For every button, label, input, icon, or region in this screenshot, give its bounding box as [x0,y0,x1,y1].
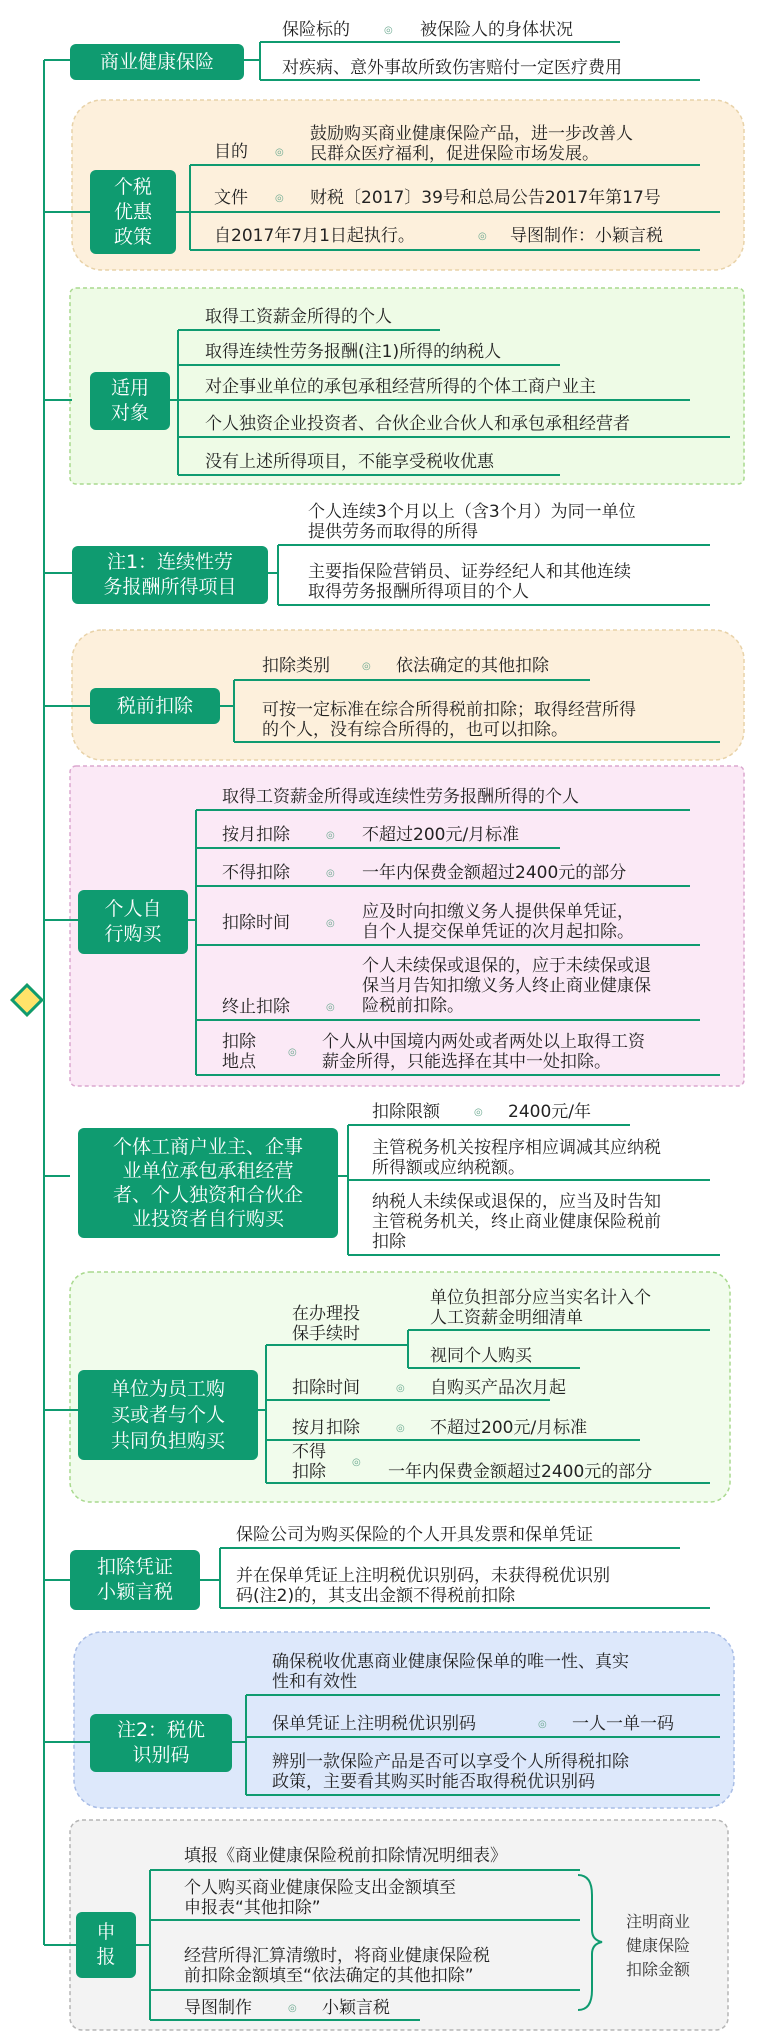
node-employer-purchase[interactable]: 单位为员工购 买或者与个人 共同负担购买 [78,1370,258,1460]
n11-brace-note-line3: 扣除金额 [625,1960,690,1979]
n10-c-line2: 政策，主要看其购买时能否取得税优识别码 [272,1772,595,1792]
n6-dot-icon: ◎ [326,868,335,879]
n6-no-text: 一年内保费金额超过2400元的部分 [362,863,627,883]
n8-dot-icon: ◎ [352,1457,361,1468]
n9-a: 保险公司为购买保险的个人开具发票和保单凭证 [236,1525,593,1545]
n9-b-line1: 并在保单凭证上注明税优识别码，未获得税优识别 [236,1566,610,1586]
n2-file-text: 财税〔2017〕39号和总局公告2017年第17号 [310,188,661,208]
n5-b-line2: 的个人，没有综合所得的，也可以扣除。 [262,720,568,740]
n1-subject-text: 被保险人的身体状况 [420,20,573,40]
node-declaration[interactable]: 申 报 [76,1912,136,1978]
n5-category-text: 依法确定的其他扣除 [396,656,549,676]
n4-a-line2: 提供劳务而取得的所得 [308,522,478,542]
n8-proc-line2: 保手续时 [292,1324,360,1344]
n1-dot-icon: ◎ [384,25,393,36]
node-note1-continuous-labor[interactable]: 注1：连续性劳 务报酬所得项目 [72,546,268,604]
n6-place-line2: 薪金所得，只能选择在其中一处扣除。 [322,1052,611,1072]
n3-item: 取得工资薪金所得的个人 [205,307,392,327]
n8-dot-icon: ◎ [396,1383,405,1394]
n7-limit-text: 2400元/年 [508,1102,591,1122]
n1-subject-label: 保险标的 [282,20,350,40]
n10-a-line1: 确保税收优惠商业健康保险保单的唯一性、真实 [272,1652,629,1672]
n6-place-label1: 扣除 [222,1032,256,1052]
n8-unit-line2: 人工资薪金明细清单 [430,1308,583,1328]
n8-same-text: 视同个人购买 [430,1346,532,1366]
n4-a-line1: 个人连续3个月以上（含3个月）为同一单位 [308,502,636,522]
n11-a-line2: 申报表“其他扣除” [184,1898,321,1918]
n2-dot-icon: ◎ [478,231,487,242]
n11-brace-note-line2: 健康保险 [625,1936,690,1955]
n11-credit-label: 导图制作 [184,1998,252,2018]
n2-purpose-line1: 鼓励购买商业健康保险产品，进一步改善人 [310,124,633,144]
n8-monthly-label: 按月扣除 [292,1418,360,1438]
n7-b-line3: 扣除 [372,1232,406,1252]
n2-dot-icon: ◎ [275,147,284,158]
n6-time-line2: 自个人提交保单凭证的次月起扣除。 [362,922,634,942]
n3-item: 对企事业单位的承包承租经营所得的个体工商户业主 [205,377,596,397]
n7-b-line2: 主管税务机关，终止商业健康保险税前 [372,1212,661,1232]
n6-dot-icon: ◎ [326,918,335,929]
n6-top: 取得工资薪金所得或连续性劳务报酬所得的个人 [222,787,579,807]
n6-monthly-text: 不超过200元/月标准 [362,825,520,845]
n10-c-line1: 辨别一款保险产品是否可以享受个人所得税扣除 [272,1752,629,1772]
n8-dot-icon: ◎ [396,1423,405,1434]
n8-time-text: 自购买产品次月起 [430,1378,566,1398]
n11-b-line1: 经营所得汇算清缴时，将商业健康保险税 [184,1946,490,1966]
node-note2-tax-code[interactable]: 注2：税优 识别码 [90,1714,232,1772]
node-tax-preference-policy[interactable]: 个税 优惠 政策 [90,170,176,254]
n6-stop-label: 终止扣除 [222,997,290,1017]
n2-exec-text: 自2017年7月1日起执行。 [214,226,415,246]
node-individual-self-purchase[interactable]: 个人自 行购买 [78,890,188,954]
n11-credit-text: 小颖言税 [322,1998,390,2018]
n2-dot-icon: ◎ [275,193,284,204]
n6-place-line1: 个人从中国境内两处或者两处以上取得工资 [322,1032,645,1052]
n8-no-text: 一年内保费金额超过2400元的部分 [388,1462,653,1482]
n8-proc-line1: 在办理投 [292,1304,360,1324]
n6-place-label2: 地点 [222,1052,256,1072]
n10-b-text: 一人一单一码 [572,1714,674,1734]
n4-b-line2: 取得劳务报酬所得项目的个人 [308,582,529,602]
n6-stop-line2: 保当月告知扣缴义务人终止商业健康保 [362,976,651,996]
n8-no-label2: 扣除 [292,1462,326,1482]
n8-unit-line1: 单位负担部分应当实名计入个 [430,1288,651,1308]
n2-credit: 导图制作：小颖言税 [510,226,663,246]
n7-b-line1: 纳税人未续保或退保的，应当及时告知 [372,1192,661,1212]
n3-item: 取得连续性劳务报酬(注1)所得的纳税人 [205,342,502,362]
node-pretax-deduction[interactable]: 税前扣除 [90,688,220,724]
n10-dot-icon: ◎ [538,1719,547,1730]
n8-no-label1: 不得 [292,1442,326,1462]
n6-monthly-label: 按月扣除 [222,825,290,845]
n6-stop-line3: 险税前扣除。 [362,996,464,1016]
n7-a-line1: 主管税务机关按程序相应调减其应纳税 [372,1138,661,1158]
n10-b-label: 保单凭证上注明税优识别码 [272,1714,476,1734]
n3-item: 个人独资企业投资者、合伙企业合伙人和承包承租经营者 [205,414,630,434]
n5-dot-icon: ◎ [362,661,371,672]
n2-file-label: 文件 [214,188,248,208]
n7-limit-label: 扣除限额 [372,1102,440,1122]
n11-top: 填报《商业健康保险税前扣除情况明细表》 [184,1846,507,1866]
n11-b-line2: 前扣除金额填至“依法确定的其他扣除” [184,1966,474,1986]
n11-brace-note-line1: 注明商业 [625,1912,690,1931]
n6-dot-icon: ◎ [288,1047,297,1058]
n8-monthly-text: 不超过200元/月标准 [430,1418,588,1438]
n6-stop-line1: 个人未续保或退保的，应于未续保或退 [362,956,651,976]
n5-b-line1: 可按一定标准在综合所得税前扣除；取得经营所得 [262,700,636,720]
n9-b-line2: 码(注2)的，其支出金额不得税前扣除 [236,1586,516,1606]
node-commercial-health-insurance[interactable]: 商业健康保险 [70,44,244,80]
n7-a-line2: 所得额或应纳税额。 [372,1158,525,1178]
n11-a-line1: 个人购买商业健康保险支出金额填至 [184,1878,456,1898]
n2-purpose-label: 目的 [214,142,248,162]
node-deduction-voucher[interactable]: 扣除凭证 小颖言税 [70,1550,200,1610]
n1-coverage-text: 对疾病、意外事故所致伤害赔付一定医疗费用 [282,58,622,78]
node-applicable-objects[interactable]: 适用 对象 [90,372,170,430]
node-business-owner-purchase[interactable]: 个体工商户业主、企事 业单位承包承租经营 者、个人独资和合伙企 业投资者自行购买 [78,1128,338,1238]
n7-dot-icon: ◎ [474,1107,483,1118]
n6-dot-icon: ◎ [326,830,335,841]
n3-item: 没有上述所得项目，不能享受税收优惠 [205,452,494,472]
n8-time-label: 扣除时间 [292,1378,360,1398]
n2-purpose-line2: 民群众医疗福利，促进保险市场发展。 [310,144,599,164]
n6-no-label: 不得扣除 [222,863,290,883]
n6-dot-icon: ◎ [326,1002,335,1013]
n6-time-label: 扣除时间 [222,913,290,933]
n4-b-line1: 主要指保险营销员、证券经纪人和其他连续 [308,562,631,582]
n6-time-line1: 应及时向扣缴义务人提供保单凭证， [362,902,634,922]
n5-category-label: 扣除类别 [262,656,330,676]
n11-dot-icon: ◎ [288,2003,297,2014]
n10-a-line2: 性和有效性 [272,1672,357,1692]
